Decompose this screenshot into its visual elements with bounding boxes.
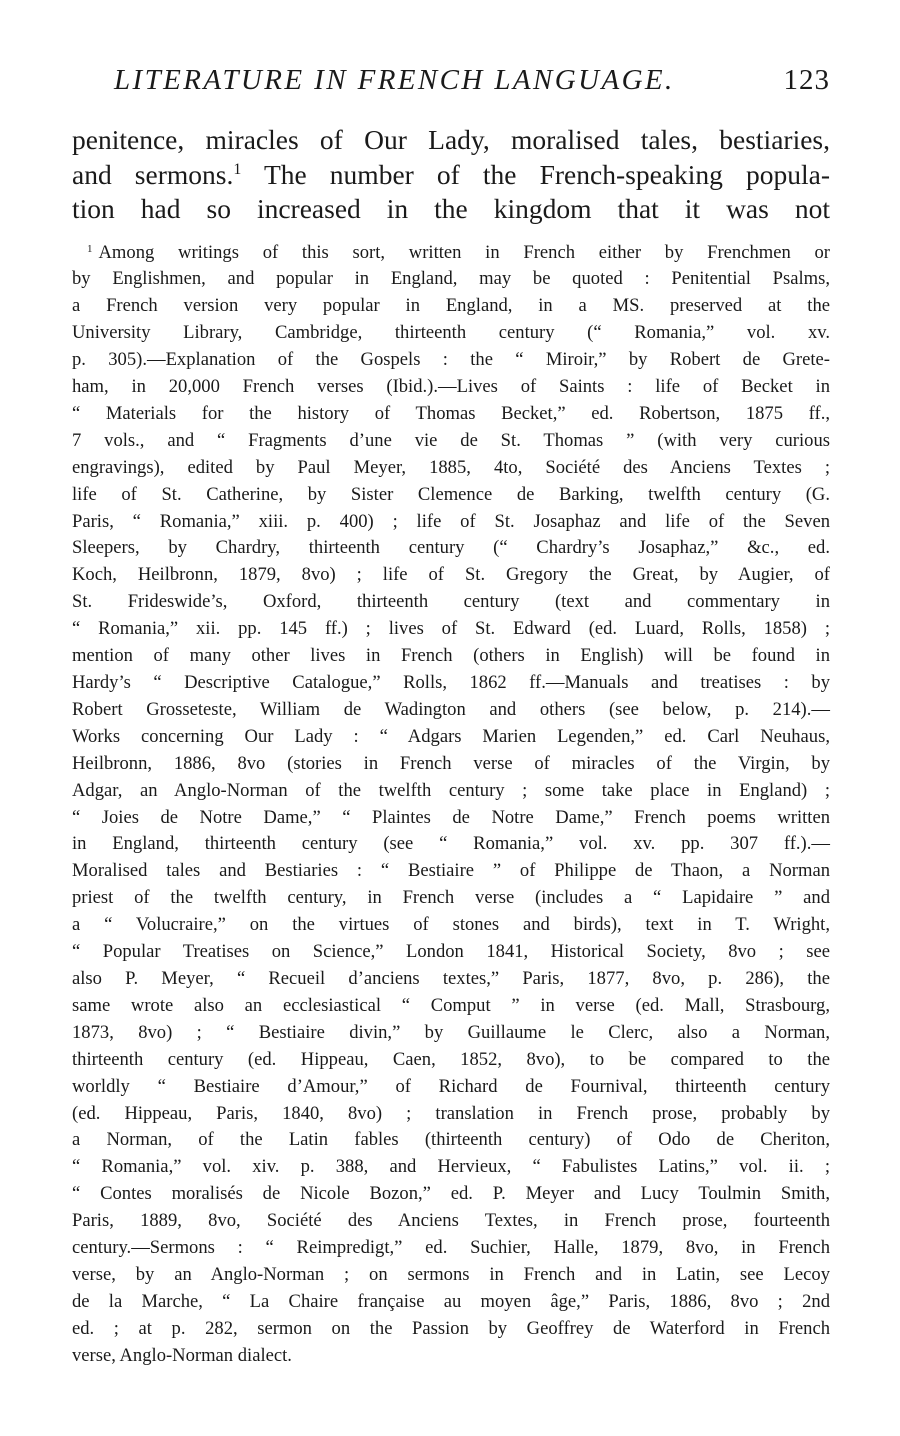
footnote-marker: 1 xyxy=(87,242,93,255)
footnote-line: “ Romania,” vol. xiv. p. 388, and Hervieux, “ Fabulistes Latins,” vol. ii. ; xyxy=(72,1156,830,1178)
footnote-line: University Library, Cambridge, thirteenth century (“ Romania,” vol. xv. xyxy=(72,322,830,344)
footnote-line: a “ Volucraire,” on the virtues of stones and birds), text in T. Wright, xyxy=(72,914,830,936)
footnote-line: Koch, Heilbronn, 1879, 8vo) ; life of St. Gregory the Great, by Augier, of xyxy=(72,564,830,586)
footnote-line: Robert Grosseteste, William de Wadington and others (see below, p. 214).— xyxy=(72,698,830,720)
footnote-line: “ Romania,” xii. pp. 145 ff.) ; lives of St. Edward (ed. Luard, Rolls, 1858) ; xyxy=(72,618,830,640)
footnote-line: “ Materials for the history of Thomas Becket,” ed. Robertson, 1875 ff., xyxy=(72,402,830,424)
page-number: 123 xyxy=(783,64,830,96)
footnote-line: Paris, “ Romania,” xiii. p. 400) ; life of St. Josaphaz and life of the Seven xyxy=(72,510,830,532)
footnote-line: de la Marche, “ La Chaire française au moyen âge,” Paris, 1886, 8vo ; 2nd xyxy=(72,1290,830,1312)
footnote-line: Works concerning Our Lady : “ Adgars Marien Legenden,” ed. Carl Neuhaus, xyxy=(72,725,830,747)
footnote-line: thirteenth century (ed. Hippeau, Caen, 1852, 8vo), to be compared to the xyxy=(72,1048,830,1070)
footnote-line: Heilbronn, 1886, 8vo (stories in French verse of miracles of the Virgin, by xyxy=(72,752,830,774)
body-line-segment: The number of the French-speaking popula- xyxy=(263,158,830,190)
footnote-line: a Norman, of the Latin fables (thirteenth century) of Odo de Cheriton, xyxy=(72,1129,830,1151)
body-line-segment: and sermons. xyxy=(72,158,234,190)
footnote-line: “ Joies de Notre Dame,” “ Plaintes de Notre Dame,” French poems written xyxy=(72,806,830,828)
footnote-line: same wrote also an ecclesiastical “ Comput ” in verse (ed. Mall, Strasbourg, xyxy=(72,994,830,1016)
footnote-line: verse, by an Anglo-Norman ; on sermons in French and in Latin, see Lecoy xyxy=(72,1263,830,1285)
book-page xyxy=(72,60,830,1370)
footnote-line: Moralised tales and Bestiaries : “ Bestiaire ” of Philippe de Thaon, a Norman xyxy=(72,860,830,882)
footnote-line: 1873, 8vo) ; “ Bestiaire divin,” by Guillaume le Clerc, also a Norman, xyxy=(72,1021,830,1043)
footnote-line: Paris, 1889, 8vo, Société des Anciens Textes, in French prose, fourteenth xyxy=(72,1210,830,1232)
footnote-line: verse, Anglo-Norman dialect. xyxy=(72,1344,292,1366)
body-line: penitence, miracles of Our Lady, moralised tales, bestiaries, xyxy=(72,124,830,155)
footnote-line: also P. Meyer, “ Recueil d’anciens textes,” Paris, 1877, 8vo, p. 286), the xyxy=(72,967,830,989)
footnote-line: by Englishmen, and popular in England, may be quoted : Penitential Psalms, xyxy=(72,268,830,290)
footnote-line: ham, in 20,000 French verses (Ibid.).—Lives of Saints : life of Becket in xyxy=(72,376,830,398)
footnote xyxy=(72,240,830,1370)
footnote-line: engravings), edited by Paul Meyer, 1885, 4to, Société des Anciens Textes ; xyxy=(72,456,830,478)
footnote-line: Hardy’s “ Descriptive Catalogue,” Rolls, 1862 ff.—Manuals and treatises : by xyxy=(72,672,830,693)
footnote-line: in England, thirteenth century (see “ Romania,” vol. xv. pp. 307 ff.).— xyxy=(72,833,830,855)
footnote-line: p. 305).—Explanation of the Gospels : the “ Miroir,” by Robert de Grete- xyxy=(72,349,830,371)
footnote-line: a French version very popular in England, in a MS. preserved at the xyxy=(72,295,830,317)
footnote-line: century.—Sermons : “ Reimpredigt,” ed. Suchier, Halle, 1879, 8vo, in French xyxy=(72,1237,830,1259)
footnote-line-text: Among writings of this sort, written in French either by Frenchmen or xyxy=(98,241,830,263)
body-paragraph xyxy=(72,123,830,227)
footnote-line: Sleepers, by Chardry, thirteenth century (“ Chardry’s Josaphaz,” &c., ed. xyxy=(72,537,830,559)
footnote-line: 7 vols., and “ Fragments d’une vie de St. Thomas ” (with very curious xyxy=(72,429,830,451)
footnote-line: “ Popular Treatises on Science,” London 1841, Historical Society, 8vo ; see xyxy=(72,941,830,963)
footnote-line: priest of the twelfth century, in French verse (includes a “ Lapidaire ” and xyxy=(72,887,830,909)
footnote-line: mention of many other lives in French (others in English) will be found in xyxy=(72,645,830,667)
footnote-line: St. Frideswide’s, Oxford, thirteenth century (text and commentary in xyxy=(72,591,830,613)
footnote-line: (ed. Hippeau, Paris, 1840, 8vo) ; translation in French prose, probably by xyxy=(72,1102,830,1124)
footnote-line: worldly “ Bestiaire d’Amour,” of Richard de Fournival, thirteenth century xyxy=(72,1075,830,1097)
body-line xyxy=(72,158,830,193)
footnote-line xyxy=(72,240,830,267)
footnote-line: Adgar, an Anglo-Norman of the twelfth century ; some take place in England) ; xyxy=(72,779,830,801)
footnote-line: life of St. Catherine, by Sister Clemence de Barking, twelfth century (G. xyxy=(72,483,830,505)
footnote-line: ed. ; at p. 282, sermon on the Passion by Geoffrey de Waterford in French xyxy=(72,1317,830,1339)
running-head xyxy=(114,60,830,100)
footnote-reference: 1 xyxy=(233,160,242,178)
body-line: tion had so increased in the kingdom that it was not xyxy=(72,193,830,224)
running-title: LITERATURE IN FRENCH LANGUAGE. xyxy=(114,64,675,96)
footnote-line: “ Contes moralisés de Nicole Bozon,” ed. P. Meyer and Lucy Toulmin Smith, xyxy=(72,1183,830,1205)
